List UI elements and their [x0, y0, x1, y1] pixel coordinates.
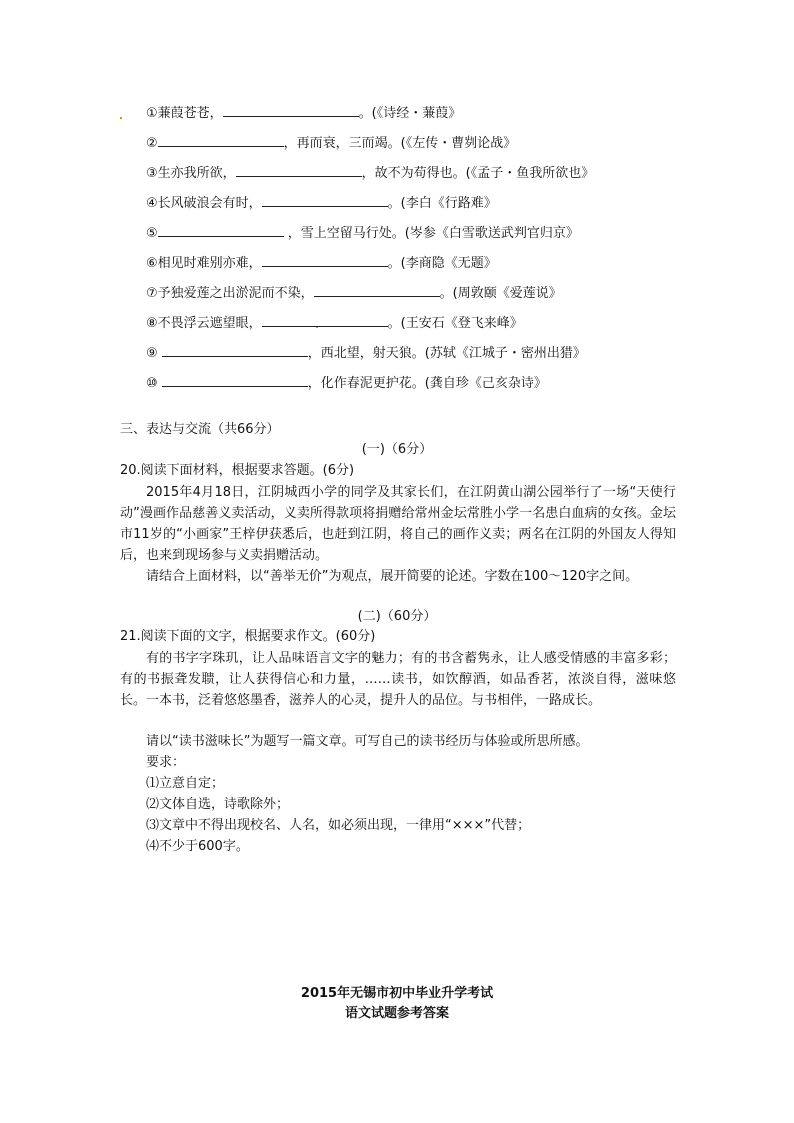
blank-prefix: ⑦予独爱莲之出淤泥而不染，	[146, 286, 314, 301]
blank-suffix: 。(《诗经・蒹葭》	[358, 106, 462, 121]
part-two-heading: (二)（60分）	[357, 609, 437, 624]
requirement-item: ⑵文体自选，诗歌除外；	[146, 797, 290, 812]
requirement-item: ⑶文章中不得出现校名、人名，如必须出现，一律用“×××”代替；	[146, 818, 531, 833]
blank-suffix: ，再而衰，三而竭。(《左传・曹刿论战》	[283, 136, 517, 151]
blank-prefix: ④长风破浪会有时，	[146, 196, 262, 211]
question-20-title: 20.阅读下面材料，根据要求答题。(6分)	[120, 463, 355, 478]
question-20-material: 2015年4月18日，江阴城西小学的同学及其家长们，在江阴黄山湖公园举行了一场“天使行动”漫画作品慈善义卖活动，义卖所得款项将捐赠给常州金坛常胜小学一名患白血病的女孩。金坛市11岁的“小画家”王梓伊获悉后，也赶到江阴，将自己的画作义卖；两名在江阴的外国友人得知后，也来到现场参与义卖捐赠活动。	[120, 485, 676, 563]
answer-blank[interactable]	[236, 163, 362, 177]
answer-title: 2015年无锡市初中毕业升学考试	[300, 986, 494, 1001]
blank-prefix: ①蒹葭苍苍，	[146, 106, 223, 121]
section-title: 三、表达与交流（共66分）	[120, 422, 280, 437]
blank-prefix: ③生亦我所欲，	[146, 166, 236, 181]
answer-subtitle: 语文试题参考答案	[344, 1006, 449, 1021]
fill-blank-line	[146, 133, 516, 153]
answer-blank[interactable]	[158, 223, 284, 237]
fill-blank-line	[146, 193, 497, 213]
answer-blank[interactable]	[162, 343, 308, 357]
blank-prefix: ⑩	[146, 376, 162, 391]
blank-suffix: 。(李商隐《无题》	[387, 256, 497, 271]
requirements-label: 要求：	[146, 755, 186, 770]
blank-suffix: 。(周敦颐《爱莲说》	[439, 286, 562, 301]
requirement-item: ⑷不少于600字。	[146, 839, 249, 854]
answer-blank[interactable]	[223, 103, 359, 117]
fill-blank-line	[146, 313, 523, 333]
blank-suffix: ，化作春泥更护花。(龚自珍《己亥杂诗》	[307, 376, 547, 391]
fill-blank-line	[146, 103, 461, 123]
blank-suffix: 。(王安石《登飞来峰》	[387, 316, 523, 331]
blank-prefix: ⑤	[146, 226, 158, 241]
answer-blank[interactable]	[262, 313, 388, 327]
blank-suffix: ，雪上空留马行处。(岑参《白雪歌送武判官归京》	[283, 226, 579, 241]
fill-blank-line	[146, 163, 594, 183]
question-21-task: 请以“读书滋味长”为题写一篇文章。可写自己的读书经历与体验或所思所感。	[146, 734, 589, 749]
requirement-item: ⑴立意自定；	[146, 776, 225, 791]
answer-blank[interactable]	[314, 283, 440, 297]
question-20-task: 请结合上面材料，以“善举无价”为观点，展开简要的论述。字数在100～120字之间。	[146, 569, 639, 584]
blank-prefix: ②	[146, 136, 158, 151]
fill-blank-line	[146, 253, 497, 273]
answer-blank[interactable]	[262, 193, 388, 207]
question-21-material: 有的书字字珠玑，让人品味语言文字的魅力；有的书含蓄隽永，让人感受情感的丰富多彩；有的书振聋发聩，让人获得信心和力量，……读书，如饮醇酒，如品香茗，浓淡自得，滋味悠长。一本书，泛着悠悠墨香，滋养人的心灵，提升人的品位。与书相伴，一路成长。	[120, 651, 676, 708]
fill-blank-line	[146, 283, 562, 303]
stray-mark	[120, 117, 122, 119]
part-one-heading: (一)（6分）	[361, 442, 433, 457]
question-21-title: 21.阅读下面的文字，根据要求作文。(60分)	[120, 629, 376, 644]
answer-blank[interactable]	[262, 253, 388, 267]
blank-suffix: ，故不为苟得也。(《孟子・鱼我所欲也》	[361, 166, 595, 181]
blank-prefix: ⑧不畏浮云遮望眼，	[146, 316, 262, 331]
fill-blank-line	[146, 343, 586, 363]
fill-blank-line	[146, 223, 579, 243]
blank-suffix: ，西北望，射天狼。(苏轼《江城子・密州出猎》	[307, 346, 586, 361]
answer-blank[interactable]	[162, 373, 308, 387]
fill-blank-line	[146, 373, 547, 393]
blank-prefix: ⑥相见时难别亦难，	[146, 256, 262, 271]
blank-suffix: 。(李白《行路难》	[387, 196, 497, 211]
blank-prefix: ⑨	[146, 346, 162, 361]
answer-blank[interactable]	[158, 133, 284, 147]
